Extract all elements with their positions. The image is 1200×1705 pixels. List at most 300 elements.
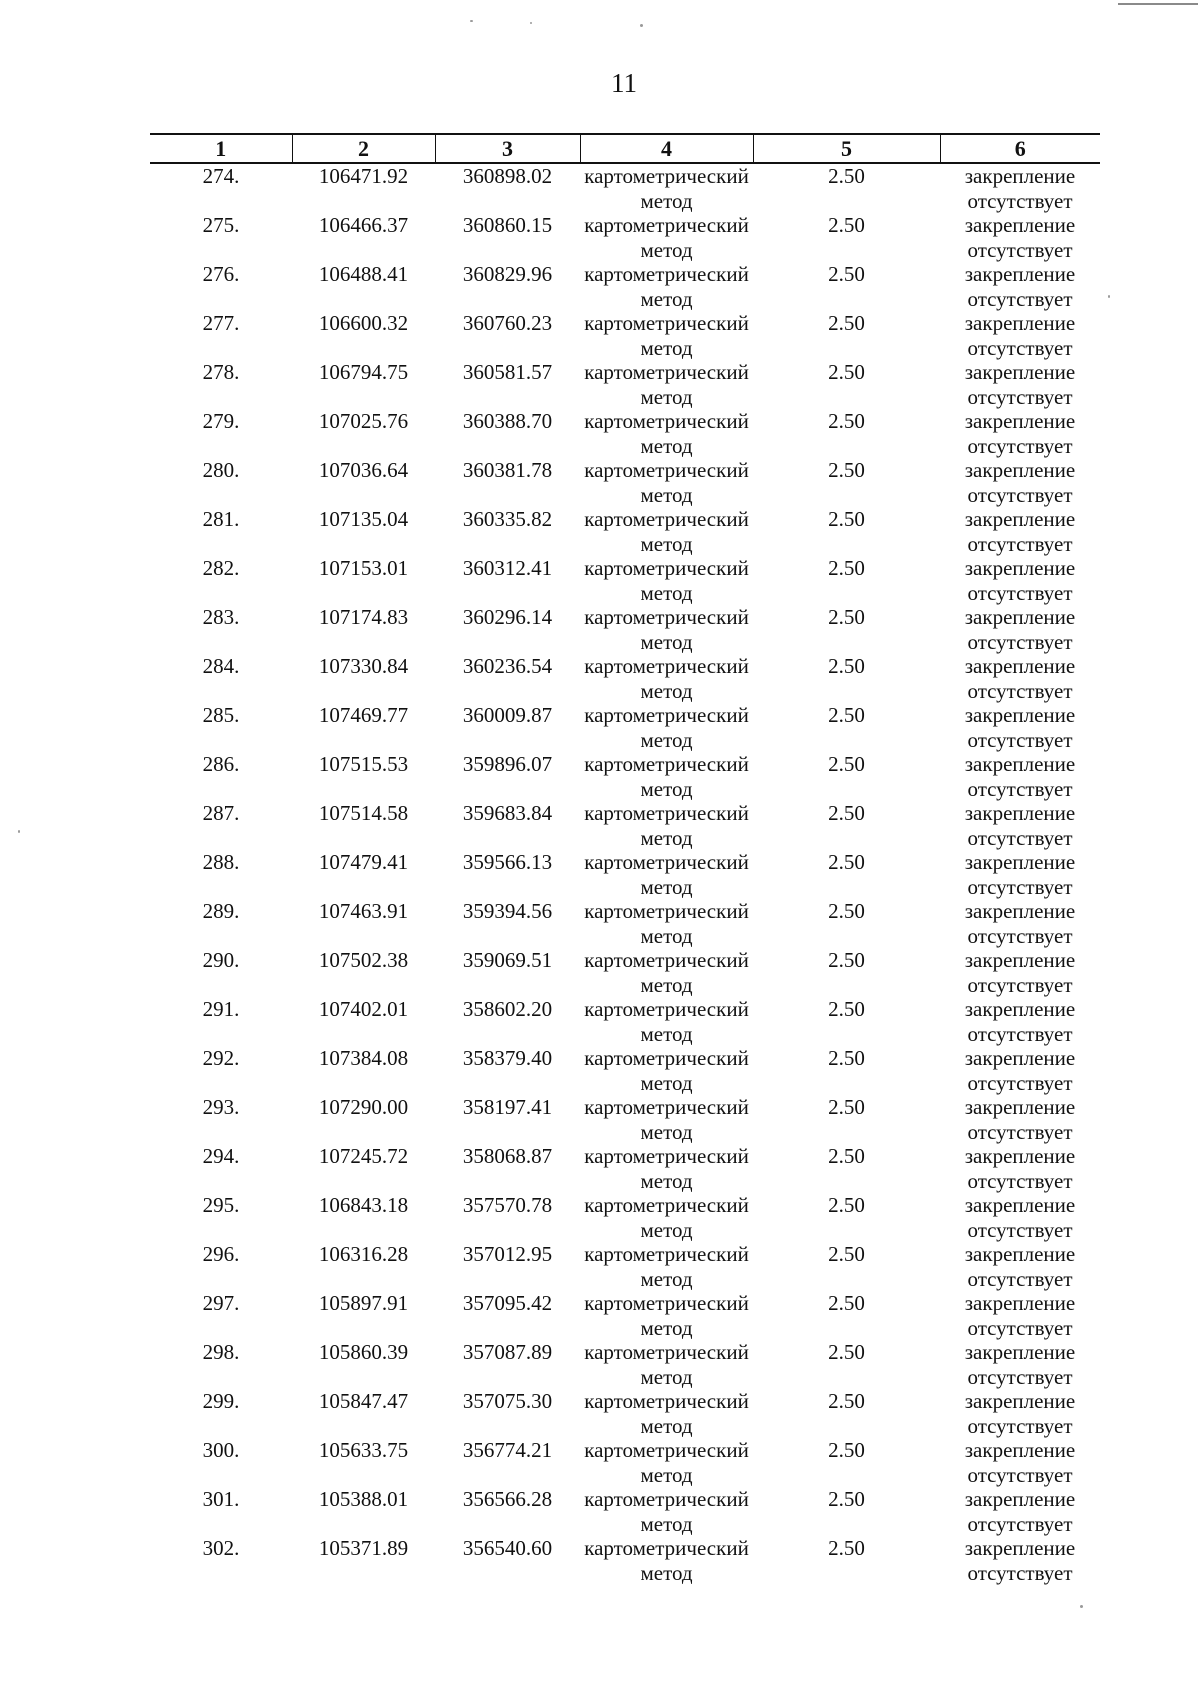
accuracy-cell: 2.50 — [828, 409, 865, 433]
fixing-line-2: отсутствует — [967, 1315, 1073, 1340]
x-coordinate-cell: 105371.89 — [318, 1536, 409, 1560]
x-coordinate-cell: 106600.32 — [318, 311, 409, 335]
point-number-cell: 298. — [202, 1340, 240, 1364]
fixing-line-2: отсутствует — [967, 335, 1073, 360]
y-coordinate-cell: 358379.40 — [462, 1046, 553, 1070]
table-row — [150, 1046, 1100, 1095]
y-coordinate-cell: 360581.57 — [462, 360, 553, 384]
method-line-1: картометрический — [584, 1438, 749, 1462]
y-coordinate-cell: 360312.41 — [462, 556, 553, 580]
method-cell — [580, 360, 753, 409]
method-line-2: метод — [640, 1217, 693, 1242]
accuracy-cell: 2.50 — [828, 458, 865, 482]
fixing-line-1: закрепление — [964, 1389, 1076, 1413]
point-number-cell: 278. — [202, 360, 240, 384]
scan-artifact-speck — [530, 22, 532, 24]
fixing-line-2: отсутствует — [967, 1560, 1073, 1585]
accuracy-cell: 2.50 — [828, 556, 865, 580]
point-number-cell: 302. — [202, 1536, 240, 1560]
fixing-line-2: отсутствует — [967, 433, 1073, 458]
y-coordinate-cell: 360236.54 — [462, 654, 553, 678]
method-cell — [580, 752, 753, 801]
scan-artifact-speck — [1108, 295, 1110, 298]
method-cell — [580, 997, 753, 1046]
fixing-cell — [940, 850, 1100, 899]
point-number-cell: 276. — [202, 262, 240, 286]
accuracy-cell: 2.50 — [828, 948, 865, 972]
fixing-line-2: отсутствует — [967, 1462, 1073, 1487]
method-cell — [580, 605, 753, 654]
accuracy-cell: 2.50 — [828, 654, 865, 678]
y-coordinate-cell: 359683.84 — [462, 801, 553, 825]
method-cell — [580, 458, 753, 507]
method-line-2: метод — [640, 874, 693, 899]
point-number-cell: 284. — [202, 654, 240, 678]
method-cell — [580, 948, 753, 997]
x-coordinate-cell: 107514.58 — [318, 801, 409, 825]
method-line-2: метод — [640, 727, 693, 752]
fixing-cell — [940, 1389, 1100, 1438]
method-cell — [580, 1487, 753, 1536]
column-header-3: 3 — [435, 134, 580, 163]
x-coordinate-cell: 106471.92 — [318, 164, 409, 188]
fixing-cell — [940, 948, 1100, 997]
method-cell — [580, 703, 753, 752]
method-line-1: картометрический — [584, 752, 749, 776]
method-line-1: картометрический — [584, 507, 749, 531]
fixing-line-1: закрепление — [964, 948, 1076, 972]
fixing-cell — [940, 752, 1100, 801]
fixing-line-1: закрепление — [964, 1536, 1076, 1560]
method-line-1: картометрический — [584, 1242, 749, 1266]
fixing-line-2: отсутствует — [967, 1511, 1073, 1536]
x-coordinate-cell: 107025.76 — [318, 409, 409, 433]
scan-artifact-line — [1118, 3, 1198, 5]
accuracy-cell: 2.50 — [828, 1487, 865, 1511]
point-number-cell: 285. — [202, 703, 240, 727]
table-row — [150, 605, 1100, 654]
method-line-2: метод — [640, 188, 693, 213]
point-number-cell: 291. — [202, 997, 240, 1021]
table-row — [150, 1340, 1100, 1389]
column-header-5: 5 — [753, 134, 940, 163]
method-line-1: картометрический — [584, 1046, 749, 1070]
table-row — [150, 409, 1100, 458]
point-number-cell: 293. — [202, 1095, 240, 1119]
x-coordinate-cell: 106488.41 — [318, 262, 409, 286]
fixing-cell — [940, 899, 1100, 948]
x-coordinate-cell: 105388.01 — [318, 1487, 409, 1511]
table-row — [150, 360, 1100, 409]
method-cell — [580, 409, 753, 458]
method-cell — [580, 1340, 753, 1389]
accuracy-cell: 2.50 — [828, 1095, 865, 1119]
fixing-line-2: отсутствует — [967, 1119, 1073, 1144]
fixing-line-2: отсутствует — [967, 1364, 1073, 1389]
method-line-1: картометрический — [584, 458, 749, 482]
x-coordinate-cell: 107174.83 — [318, 605, 409, 629]
column-header-6: 6 — [940, 134, 1100, 163]
point-number-cell: 290. — [202, 948, 240, 972]
y-coordinate-cell: 360009.87 — [462, 703, 553, 727]
x-coordinate-cell: 106316.28 — [318, 1242, 409, 1266]
point-number-cell: 288. — [202, 850, 240, 874]
y-coordinate-cell: 358068.87 — [462, 1144, 553, 1168]
point-number-cell: 289. — [202, 899, 240, 923]
method-line-2: метод — [640, 1511, 693, 1536]
table-row — [150, 1291, 1100, 1340]
y-coordinate-cell: 357012.95 — [462, 1242, 553, 1266]
scan-artifact-speck — [640, 24, 643, 27]
method-line-2: метод — [640, 1364, 693, 1389]
method-line-1: картометрический — [584, 1291, 749, 1315]
fixing-line-1: закрепление — [964, 164, 1076, 188]
table-row — [150, 556, 1100, 605]
fixing-line-1: закрепление — [964, 752, 1076, 776]
fixing-line-2: отсутствует — [967, 237, 1073, 262]
method-line-2: метод — [640, 678, 693, 703]
y-coordinate-cell: 357095.42 — [462, 1291, 553, 1315]
fixing-line-2: отсутствует — [967, 874, 1073, 899]
accuracy-cell: 2.50 — [828, 360, 865, 384]
method-line-2: метод — [640, 1021, 693, 1046]
scan-artifact-speck — [18, 830, 20, 833]
point-number-cell: 295. — [202, 1193, 240, 1217]
method-line-2: метод — [640, 482, 693, 507]
fixing-cell — [940, 1291, 1100, 1340]
table-row — [150, 458, 1100, 507]
table-header-row — [150, 134, 1100, 163]
accuracy-cell: 2.50 — [828, 1046, 865, 1070]
fixing-cell — [940, 311, 1100, 360]
method-line-1: картометрический — [584, 1487, 749, 1511]
method-line-1: картометрический — [584, 262, 749, 286]
scan-artifact-speck — [470, 20, 473, 22]
method-line-2: метод — [640, 1168, 693, 1193]
accuracy-cell: 2.50 — [828, 1242, 865, 1266]
method-line-2: метод — [640, 433, 693, 458]
method-line-1: картометрический — [584, 164, 749, 188]
y-coordinate-cell: 360898.02 — [462, 164, 553, 188]
x-coordinate-cell: 107469.77 — [318, 703, 409, 727]
y-coordinate-cell: 356774.21 — [462, 1438, 553, 1462]
x-coordinate-cell: 107502.38 — [318, 948, 409, 972]
fixing-line-2: отсутствует — [967, 1070, 1073, 1095]
fixing-cell — [940, 556, 1100, 605]
method-line-1: картометрический — [584, 409, 749, 433]
method-line-2: метод — [640, 825, 693, 850]
fixing-line-1: закрепление — [964, 899, 1076, 923]
fixing-line-1: закрепление — [964, 311, 1076, 335]
method-line-2: метод — [640, 1070, 693, 1095]
fixing-line-1: закрепление — [964, 654, 1076, 678]
fixing-line-1: закрепление — [964, 458, 1076, 482]
method-line-1: картометрический — [584, 360, 749, 384]
accuracy-cell: 2.50 — [828, 605, 865, 629]
y-coordinate-cell: 358197.41 — [462, 1095, 553, 1119]
x-coordinate-cell: 105897.91 — [318, 1291, 409, 1315]
method-cell — [580, 1291, 753, 1340]
fixing-line-2: отсутствует — [967, 1217, 1073, 1242]
fixing-line-2: отсутствует — [967, 972, 1073, 997]
fixing-line-1: закрепление — [964, 1046, 1076, 1070]
fixing-line-2: отсутствует — [967, 482, 1073, 507]
table-row — [150, 1242, 1100, 1291]
method-line-2: метод — [640, 972, 693, 997]
point-number-cell: 286. — [202, 752, 240, 776]
scan-artifact-speck — [1080, 1605, 1083, 1608]
fixing-line-2: отсутствует — [967, 825, 1073, 850]
point-number-cell: 283. — [202, 605, 240, 629]
column-header-1: 1 — [150, 134, 292, 163]
method-line-1: картометрический — [584, 605, 749, 629]
x-coordinate-cell: 107330.84 — [318, 654, 409, 678]
fixing-cell — [940, 654, 1100, 703]
method-cell — [580, 801, 753, 850]
y-coordinate-cell: 356540.60 — [462, 1536, 553, 1560]
table-body — [150, 163, 1100, 1585]
accuracy-cell: 2.50 — [828, 997, 865, 1021]
method-line-2: метод — [640, 1560, 693, 1585]
method-line-2: метод — [640, 384, 693, 409]
fixing-line-1: закрепление — [964, 213, 1076, 237]
y-coordinate-cell: 359394.56 — [462, 899, 553, 923]
fixing-cell — [940, 1144, 1100, 1193]
accuracy-cell: 2.50 — [828, 899, 865, 923]
fixing-cell — [940, 163, 1100, 213]
fixing-line-1: закрепление — [964, 605, 1076, 629]
method-line-2: метод — [640, 1413, 693, 1438]
method-line-2: метод — [640, 580, 693, 605]
column-header-4: 4 — [580, 134, 753, 163]
x-coordinate-cell: 107135.04 — [318, 507, 409, 531]
y-coordinate-cell: 360860.15 — [462, 213, 553, 237]
method-cell — [580, 1536, 753, 1585]
y-coordinate-cell: 357087.89 — [462, 1340, 553, 1364]
fixing-line-2: отсутствует — [967, 286, 1073, 311]
point-number-cell: 301. — [202, 1487, 240, 1511]
method-line-2: метод — [640, 1315, 693, 1340]
fixing-line-1: закрепление — [964, 997, 1076, 1021]
table-row — [150, 801, 1100, 850]
y-coordinate-cell: 360296.14 — [462, 605, 553, 629]
fixing-cell — [940, 1193, 1100, 1242]
method-cell — [580, 850, 753, 899]
column-header-2: 2 — [292, 134, 435, 163]
method-cell — [580, 311, 753, 360]
accuracy-cell: 2.50 — [828, 311, 865, 335]
y-coordinate-cell: 358602.20 — [462, 997, 553, 1021]
fixing-line-1: закрепление — [964, 703, 1076, 727]
fixing-cell — [940, 360, 1100, 409]
accuracy-cell: 2.50 — [828, 703, 865, 727]
table-row — [150, 507, 1100, 556]
method-line-1: картометрический — [584, 1340, 749, 1364]
x-coordinate-cell: 107245.72 — [318, 1144, 409, 1168]
fixing-cell — [940, 1095, 1100, 1144]
accuracy-cell: 2.50 — [828, 850, 865, 874]
fixing-line-2: отсутствует — [967, 531, 1073, 556]
x-coordinate-cell: 106466.37 — [318, 213, 409, 237]
x-coordinate-cell: 107479.41 — [318, 850, 409, 874]
table-row — [150, 1438, 1100, 1487]
y-coordinate-cell: 360335.82 — [462, 507, 553, 531]
y-coordinate-cell: 359566.13 — [462, 850, 553, 874]
fixing-line-1: закрепление — [964, 1095, 1076, 1119]
fixing-cell — [940, 997, 1100, 1046]
fixing-cell — [940, 213, 1100, 262]
method-cell — [580, 1193, 753, 1242]
x-coordinate-cell: 107036.64 — [318, 458, 409, 482]
x-coordinate-cell: 105847.47 — [318, 1389, 409, 1413]
method-line-1: картометрический — [584, 1389, 749, 1413]
table-row — [150, 1389, 1100, 1438]
point-number-cell: 275. — [202, 213, 240, 237]
y-coordinate-cell: 359896.07 — [462, 752, 553, 776]
y-coordinate-cell: 357075.30 — [462, 1389, 553, 1413]
table-row — [150, 899, 1100, 948]
method-cell — [580, 262, 753, 311]
page-number: 11 — [611, 68, 637, 98]
table-row — [150, 752, 1100, 801]
fixing-line-1: закрепление — [964, 507, 1076, 531]
fixing-line-2: отсутствует — [967, 776, 1073, 801]
fixing-cell — [940, 801, 1100, 850]
x-coordinate-cell: 105860.39 — [318, 1340, 409, 1364]
y-coordinate-cell: 360760.23 — [462, 311, 553, 335]
coordinates-table — [150, 133, 1100, 1585]
method-cell — [580, 556, 753, 605]
table-row — [150, 1487, 1100, 1536]
fixing-line-2: отсутствует — [967, 1266, 1073, 1291]
y-coordinate-cell: 356566.28 — [462, 1487, 553, 1511]
fixing-cell — [940, 1438, 1100, 1487]
table-row — [150, 1144, 1100, 1193]
method-line-1: картометрический — [584, 1144, 749, 1168]
x-coordinate-cell: 107153.01 — [318, 556, 409, 580]
method-cell — [580, 1144, 753, 1193]
y-coordinate-cell: 357570.78 — [462, 1193, 553, 1217]
accuracy-cell: 2.50 — [828, 1389, 865, 1413]
method-cell — [580, 1095, 753, 1144]
point-number-cell: 281. — [202, 507, 240, 531]
accuracy-cell: 2.50 — [828, 1193, 865, 1217]
x-coordinate-cell: 107515.53 — [318, 752, 409, 776]
accuracy-cell: 2.50 — [828, 1144, 865, 1168]
table-row — [150, 163, 1100, 213]
fixing-cell — [940, 605, 1100, 654]
point-number-cell: 300. — [202, 1438, 240, 1462]
fixing-line-1: закрепление — [964, 1291, 1076, 1315]
x-coordinate-cell: 107384.08 — [318, 1046, 409, 1070]
fixing-line-1: закрепление — [964, 409, 1076, 433]
table-row — [150, 1095, 1100, 1144]
table-row — [150, 213, 1100, 262]
fixing-line-1: закрепление — [964, 850, 1076, 874]
fixing-cell — [940, 1536, 1100, 1585]
method-cell — [580, 1389, 753, 1438]
fixing-line-2: отсутствует — [967, 727, 1073, 752]
method-line-2: метод — [640, 335, 693, 360]
fixing-cell — [940, 1046, 1100, 1095]
x-coordinate-cell: 106843.18 — [318, 1193, 409, 1217]
accuracy-cell: 2.50 — [828, 1536, 865, 1560]
fixing-cell — [940, 262, 1100, 311]
fixing-line-2: отсутствует — [967, 580, 1073, 605]
table-row — [150, 262, 1100, 311]
table-row — [150, 654, 1100, 703]
table-row — [150, 311, 1100, 360]
fixing-line-1: закрепление — [964, 1487, 1076, 1511]
method-line-2: метод — [640, 237, 693, 262]
fixing-line-2: отсутствует — [967, 1413, 1073, 1438]
table-row — [150, 850, 1100, 899]
fixing-line-1: закрепление — [964, 1193, 1076, 1217]
x-coordinate-cell: 105633.75 — [318, 1438, 409, 1462]
fixing-cell — [940, 507, 1100, 556]
fixing-cell — [940, 1487, 1100, 1536]
fixing-cell — [940, 409, 1100, 458]
table-row — [150, 703, 1100, 752]
accuracy-cell: 2.50 — [828, 801, 865, 825]
method-line-2: метод — [640, 531, 693, 556]
method-line-1: картометрический — [584, 1536, 749, 1560]
accuracy-cell: 2.50 — [828, 752, 865, 776]
method-line-1: картометрический — [584, 850, 749, 874]
fixing-cell — [940, 1242, 1100, 1291]
method-line-1: картометрический — [584, 1095, 749, 1119]
fixing-line-2: отсутствует — [967, 678, 1073, 703]
method-line-1: картометрический — [584, 213, 749, 237]
point-number-cell: 279. — [202, 409, 240, 433]
fixing-line-2: отсутствует — [967, 1168, 1073, 1193]
y-coordinate-cell: 359069.51 — [462, 948, 553, 972]
fixing-cell — [940, 458, 1100, 507]
fixing-cell — [940, 703, 1100, 752]
method-line-1: картометрический — [584, 311, 749, 335]
x-coordinate-cell: 106794.75 — [318, 360, 409, 384]
point-number-cell: 299. — [202, 1389, 240, 1413]
point-number-cell: 292. — [202, 1046, 240, 1070]
fixing-line-1: закрепление — [964, 1340, 1076, 1364]
method-line-1: картометрический — [584, 1193, 749, 1217]
method-line-2: метод — [640, 923, 693, 948]
y-coordinate-cell: 360829.96 — [462, 262, 553, 286]
accuracy-cell: 2.50 — [828, 1340, 865, 1364]
fixing-line-1: закрепление — [964, 801, 1076, 825]
x-coordinate-cell: 107463.91 — [318, 899, 409, 923]
point-number-cell: 277. — [202, 311, 240, 335]
accuracy-cell: 2.50 — [828, 164, 865, 188]
point-number-cell: 296. — [202, 1242, 240, 1266]
fixing-line-1: закрепление — [964, 360, 1076, 384]
point-number-cell: 280. — [202, 458, 240, 482]
method-line-2: метод — [640, 776, 693, 801]
method-cell — [580, 163, 753, 213]
fixing-line-2: отсутствует — [967, 384, 1073, 409]
method-line-1: картометрический — [584, 703, 749, 727]
accuracy-cell: 2.50 — [828, 507, 865, 531]
fixing-line-2: отсутствует — [967, 188, 1073, 213]
fixing-line-1: закрепление — [964, 556, 1076, 580]
fixing-line-1: закрепление — [964, 1438, 1076, 1462]
table-row — [150, 948, 1100, 997]
method-line-2: метод — [640, 1266, 693, 1291]
method-line-1: картометрический — [584, 654, 749, 678]
fixing-line-1: закрепление — [964, 1242, 1076, 1266]
table-row — [150, 997, 1100, 1046]
table-row — [150, 1536, 1100, 1585]
